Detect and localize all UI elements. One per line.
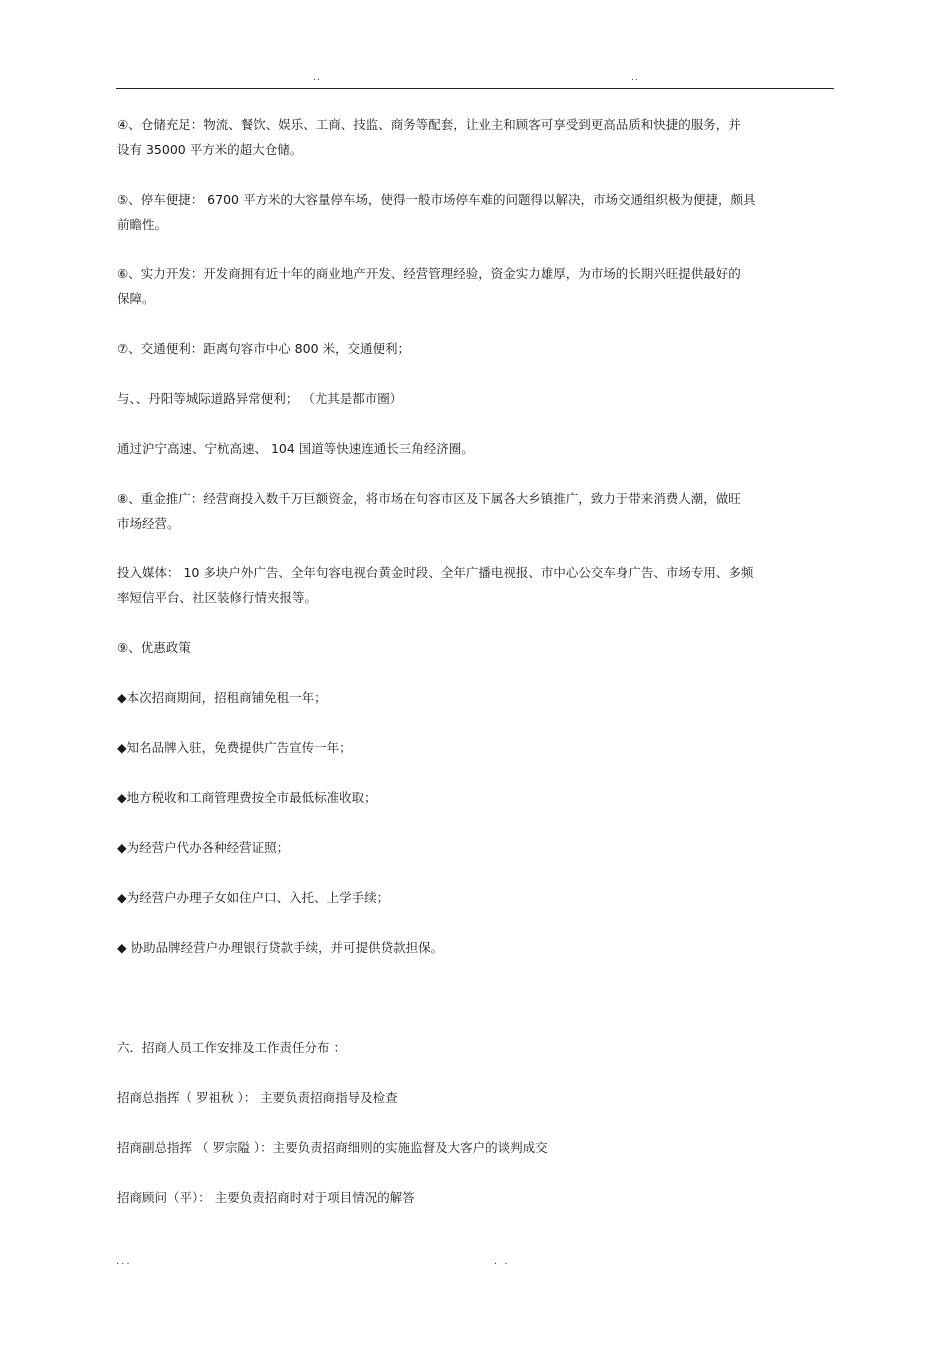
text-line: 通过沪宁高速、宁杭高速、 104 国道等快速连通长三角经济圈。 <box>117 441 474 456</box>
para-media <box>117 560 777 610</box>
text-line: 六．招商人员工作安排及工作责任分布 ： <box>117 1040 346 1055</box>
text-line: 率短信平台、社区装修行情夹报等。 <box>117 590 318 605</box>
text-line: 招商顾问（平）： 主要负责招商时对于项目情况的解答 <box>117 1190 415 1205</box>
text-line: 招商总指挥（ 罗祖秋 ）： 主要负责招商指导及检查 <box>117 1090 398 1105</box>
text-line: ⑤、停车便捷： 6700 平方米的大容量停车场，使得一般市场停车难的问题得以解决，市场交通组织极为便捷，颇具 <box>117 192 756 207</box>
text-line: ◆为经营户办理子女如住户口、入托、上学手续； <box>117 890 390 905</box>
text-line: ⑥、实力开发：开发商拥有近十年的商业地产开发、经营管理经验，资金实力雄厚，为市场的长期兴旺提供最好的 <box>117 266 741 281</box>
para-policy-heading <box>117 635 777 660</box>
bullet-rent-free <box>117 685 777 710</box>
text-line: ④、仓储充足：物流、餐饮、娱乐、工商、技监、商务等配套，让业主和顾客可享受到更高品质和快捷的服务，并 <box>117 117 741 132</box>
bullet-loan <box>117 935 777 960</box>
text-line: 前瞻性。 <box>117 217 168 232</box>
para-expressway <box>117 436 777 461</box>
text-line: ⑧、重金推广：经营商投入数千万巨额资金，将市场在句容市区及下属各大乡镇推广，致力于带来消费人潮，做旺 <box>117 491 741 506</box>
header-rule <box>116 88 834 89</box>
header-mark-right: .. <box>631 73 639 83</box>
bullet-brand-ad <box>117 735 777 760</box>
text-line: 保障。 <box>117 291 155 306</box>
text-line: ◆地方税收和工商管理费按全市最低标准收取； <box>117 790 377 805</box>
text-line: ⑨、优惠政策 <box>117 640 191 655</box>
para-storage <box>117 112 777 162</box>
para-promotion <box>117 486 777 536</box>
staff-deputy-commander <box>117 1135 777 1160</box>
text-line: 设有 35000 平方米的超大仓储。 <box>117 142 303 157</box>
bullet-tax <box>117 785 777 810</box>
staff-consultant <box>117 1185 777 1210</box>
section-six-heading <box>117 1035 777 1060</box>
text-line: 招商副总指挥 （ 罗宗隘 ）：主要负责招商细则的实施监督及大客户的谈判成交 <box>117 1140 548 1155</box>
footer-mark-left: ... <box>116 1256 132 1267</box>
text-line: 投入媒体： 10 多块户外广告、全年句容电视台黄金时段、全年广播电视报、市中心公交车身广告、市场专用、多频 <box>117 565 754 580</box>
bullet-household <box>117 885 777 910</box>
header-mark-left: .. <box>313 73 321 83</box>
text-line: ⑦、交通便利：距离句容市中心 800 米，交通便利； <box>117 341 411 356</box>
text-line: ◆为经营户代办各种经营证照； <box>117 840 290 855</box>
text-line: 市场经营。 <box>117 516 180 531</box>
staff-commander <box>117 1085 777 1110</box>
para-traffic <box>117 336 777 361</box>
text-line: ◆本次招商期间，招租商铺免租一年； <box>117 690 327 705</box>
text-line: 与、、丹阳等城际道路异常便利； （尤其是都市圈） <box>117 391 403 406</box>
para-developer <box>117 261 777 311</box>
para-danyang <box>117 386 777 411</box>
para-parking <box>117 187 777 237</box>
footer-mark-right: . . <box>494 1256 510 1267</box>
text-line: ◆知名品牌入驻，免费提供广告宣传一年； <box>117 740 352 755</box>
text-line: ◆ 协助品牌经营户办理银行贷款手续，并可提供贷款担保。 <box>117 940 444 955</box>
bullet-licenses <box>117 835 777 860</box>
